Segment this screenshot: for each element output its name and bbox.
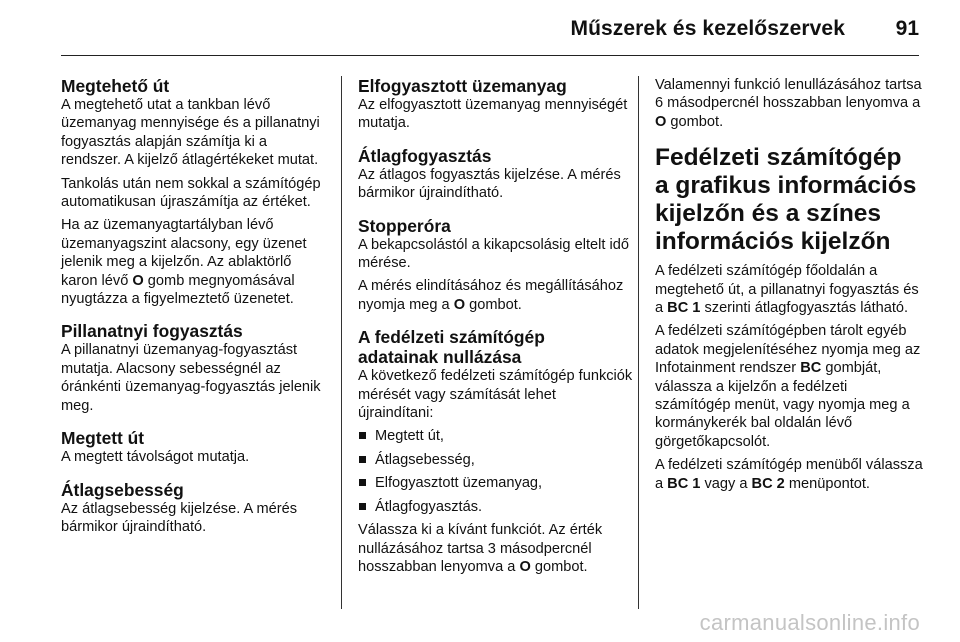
menu-reference: BC 1 [667,475,701,492]
heading-line: Fedélzeti számítógép [655,144,902,172]
paragraph [655,76,925,131]
title-line: A fedélzeti számítógép [358,327,545,348]
section-heading-fedelzeti-szamitogep [655,144,925,256]
column-divider-1 [341,76,342,609]
list-item: Elfogyasztott üzemanyag, [358,474,633,492]
section-title-elfogyasztott-uzemanyag: Elfogyasztott üzemanyag [358,76,567,96]
list-item: Átlagfogyasztás. [358,498,633,516]
menu-reference: BC 1 [667,300,701,317]
column-1 [61,76,331,608]
heading-line: információs kijelzőn [655,228,891,256]
list-item: Átlagsebesség, [358,451,633,469]
paragraph: A következő fedélzeti számítógép funkciók mérését vagy számítását lehet újraindítani: [358,368,633,422]
text: A fedélzeti számítógép főoldalán a megtehető út, a pillanatnyi fogyasztás és a [655,263,919,317]
text: menüpontot. [784,475,870,492]
watermark: carmanualsonline.info [699,610,920,635]
section-title-atlagsebesseg: Átlagsebesség [61,479,184,500]
section-title-megtett-ut: Megtett út [61,428,145,449]
page-header [61,0,919,56]
text: szerinti átlagfogyasztás látható. [700,300,909,317]
section-title-pillanatnyi-fogyasztas: Pillanatnyi fogyasztás [61,321,243,342]
column-divider-2 [638,76,639,609]
section-title-nullazas [358,327,633,367]
button-symbol: O [453,296,466,313]
paragraph [655,456,925,493]
page-number: 91 [895,17,919,40]
button-symbol: O [655,113,667,130]
text: gombját, válassza a kijelzőn a fedélzeti számítógép menüt, vagy nyomja meg a kormánykerék bal oldalán lévő görgetőkapcsolót. [655,360,910,450]
section-title-megteheto-ut: Megtehető út [61,76,170,96]
paragraph: A megtett távolságot mutatja. [61,449,250,466]
paragraph [655,262,925,317]
text: vagy a [700,475,752,492]
section-title-stopperora: Stopperóra [358,215,451,236]
text: gombot. [530,558,588,575]
button-symbol: BC [800,360,822,377]
text: gombot. [666,113,724,130]
heading-line: kijelzőn és a színes [655,200,882,228]
column-3 [655,76,925,608]
text: gomb megnyomásával nyugtázza a figyelmeztető üzenetet. [61,272,295,308]
list-item: Megtett út, [358,427,633,445]
heading-line: a grafikus információs [655,172,917,200]
reset-function-list [358,427,633,516]
paragraph: A pillanatnyi üzemanyag-fogyasztást mutatja. Alacsony sebességnél az óránkénti üzemanyag-fogyasztás jelenik meg. [61,342,321,414]
paragraph: Tankolás után nem sokkal a számítógép automatikusan újraszámítja az értéket. [61,175,321,211]
paragraph [61,216,331,308]
button-symbol: O [519,558,531,575]
paragraph: Az elfogyasztott üzemanyag mennyiségét mutatja. [358,97,628,132]
text: Válassza ki a kívánt funkciót. Az érték nullázásához tartsa 3 másodpercnél hosszabban lenyomva a [358,522,603,575]
paragraph: Az átlagsebesség kijelzése. A mérés bármikor újraindítható. [61,500,298,535]
title-line: adatainak nullázása [358,347,522,368]
text: A fedélzeti számítógép menüből válassza a [655,457,923,492]
text: A fedélzeti számítógépben tárolt egyéb adatok megjelenítéséhez nyomja meg az Infotainment rendszer [655,323,921,377]
button-symbol: O [132,272,144,289]
paragraph: A bekapcsolástól a kikapcsolásig eltelt idő mérése. [358,236,629,272]
paragraph: Az átlagos fogyasztás kijelzése. A mérés bármikor újraindítható. [358,166,621,202]
header-title: Műszerek és kezelőszervek [570,17,845,40]
paragraph [358,521,633,576]
text: Ha az üzemanyagtartályban lévő üzemanyagszint alacsony, egy üzenet jelenik meg a kijelzőn. Az ablaktörlő karon lévő [61,217,307,289]
text: A mérés elindításához és megállításához nyomja meg a [358,278,624,313]
text: gombot. [465,296,522,313]
menu-reference: BC 2 [751,475,785,492]
column-2 [358,76,633,608]
section-title-atlagfogyasztas: Átlagfogyasztás [358,145,492,166]
text: Valamennyi funkció lenullázásához tartsa 6 másodpercnél hosszabban lenyomva a [655,77,922,112]
paragraph: A megtehető utat a tankban lévő üzemanyag mennyisége és a pillanatnyi fogyasztás alapján számítja ki a rendszer. A kijelző átlagértékeket mutat. [61,97,320,169]
paragraph [655,322,925,451]
paragraph [358,277,633,314]
